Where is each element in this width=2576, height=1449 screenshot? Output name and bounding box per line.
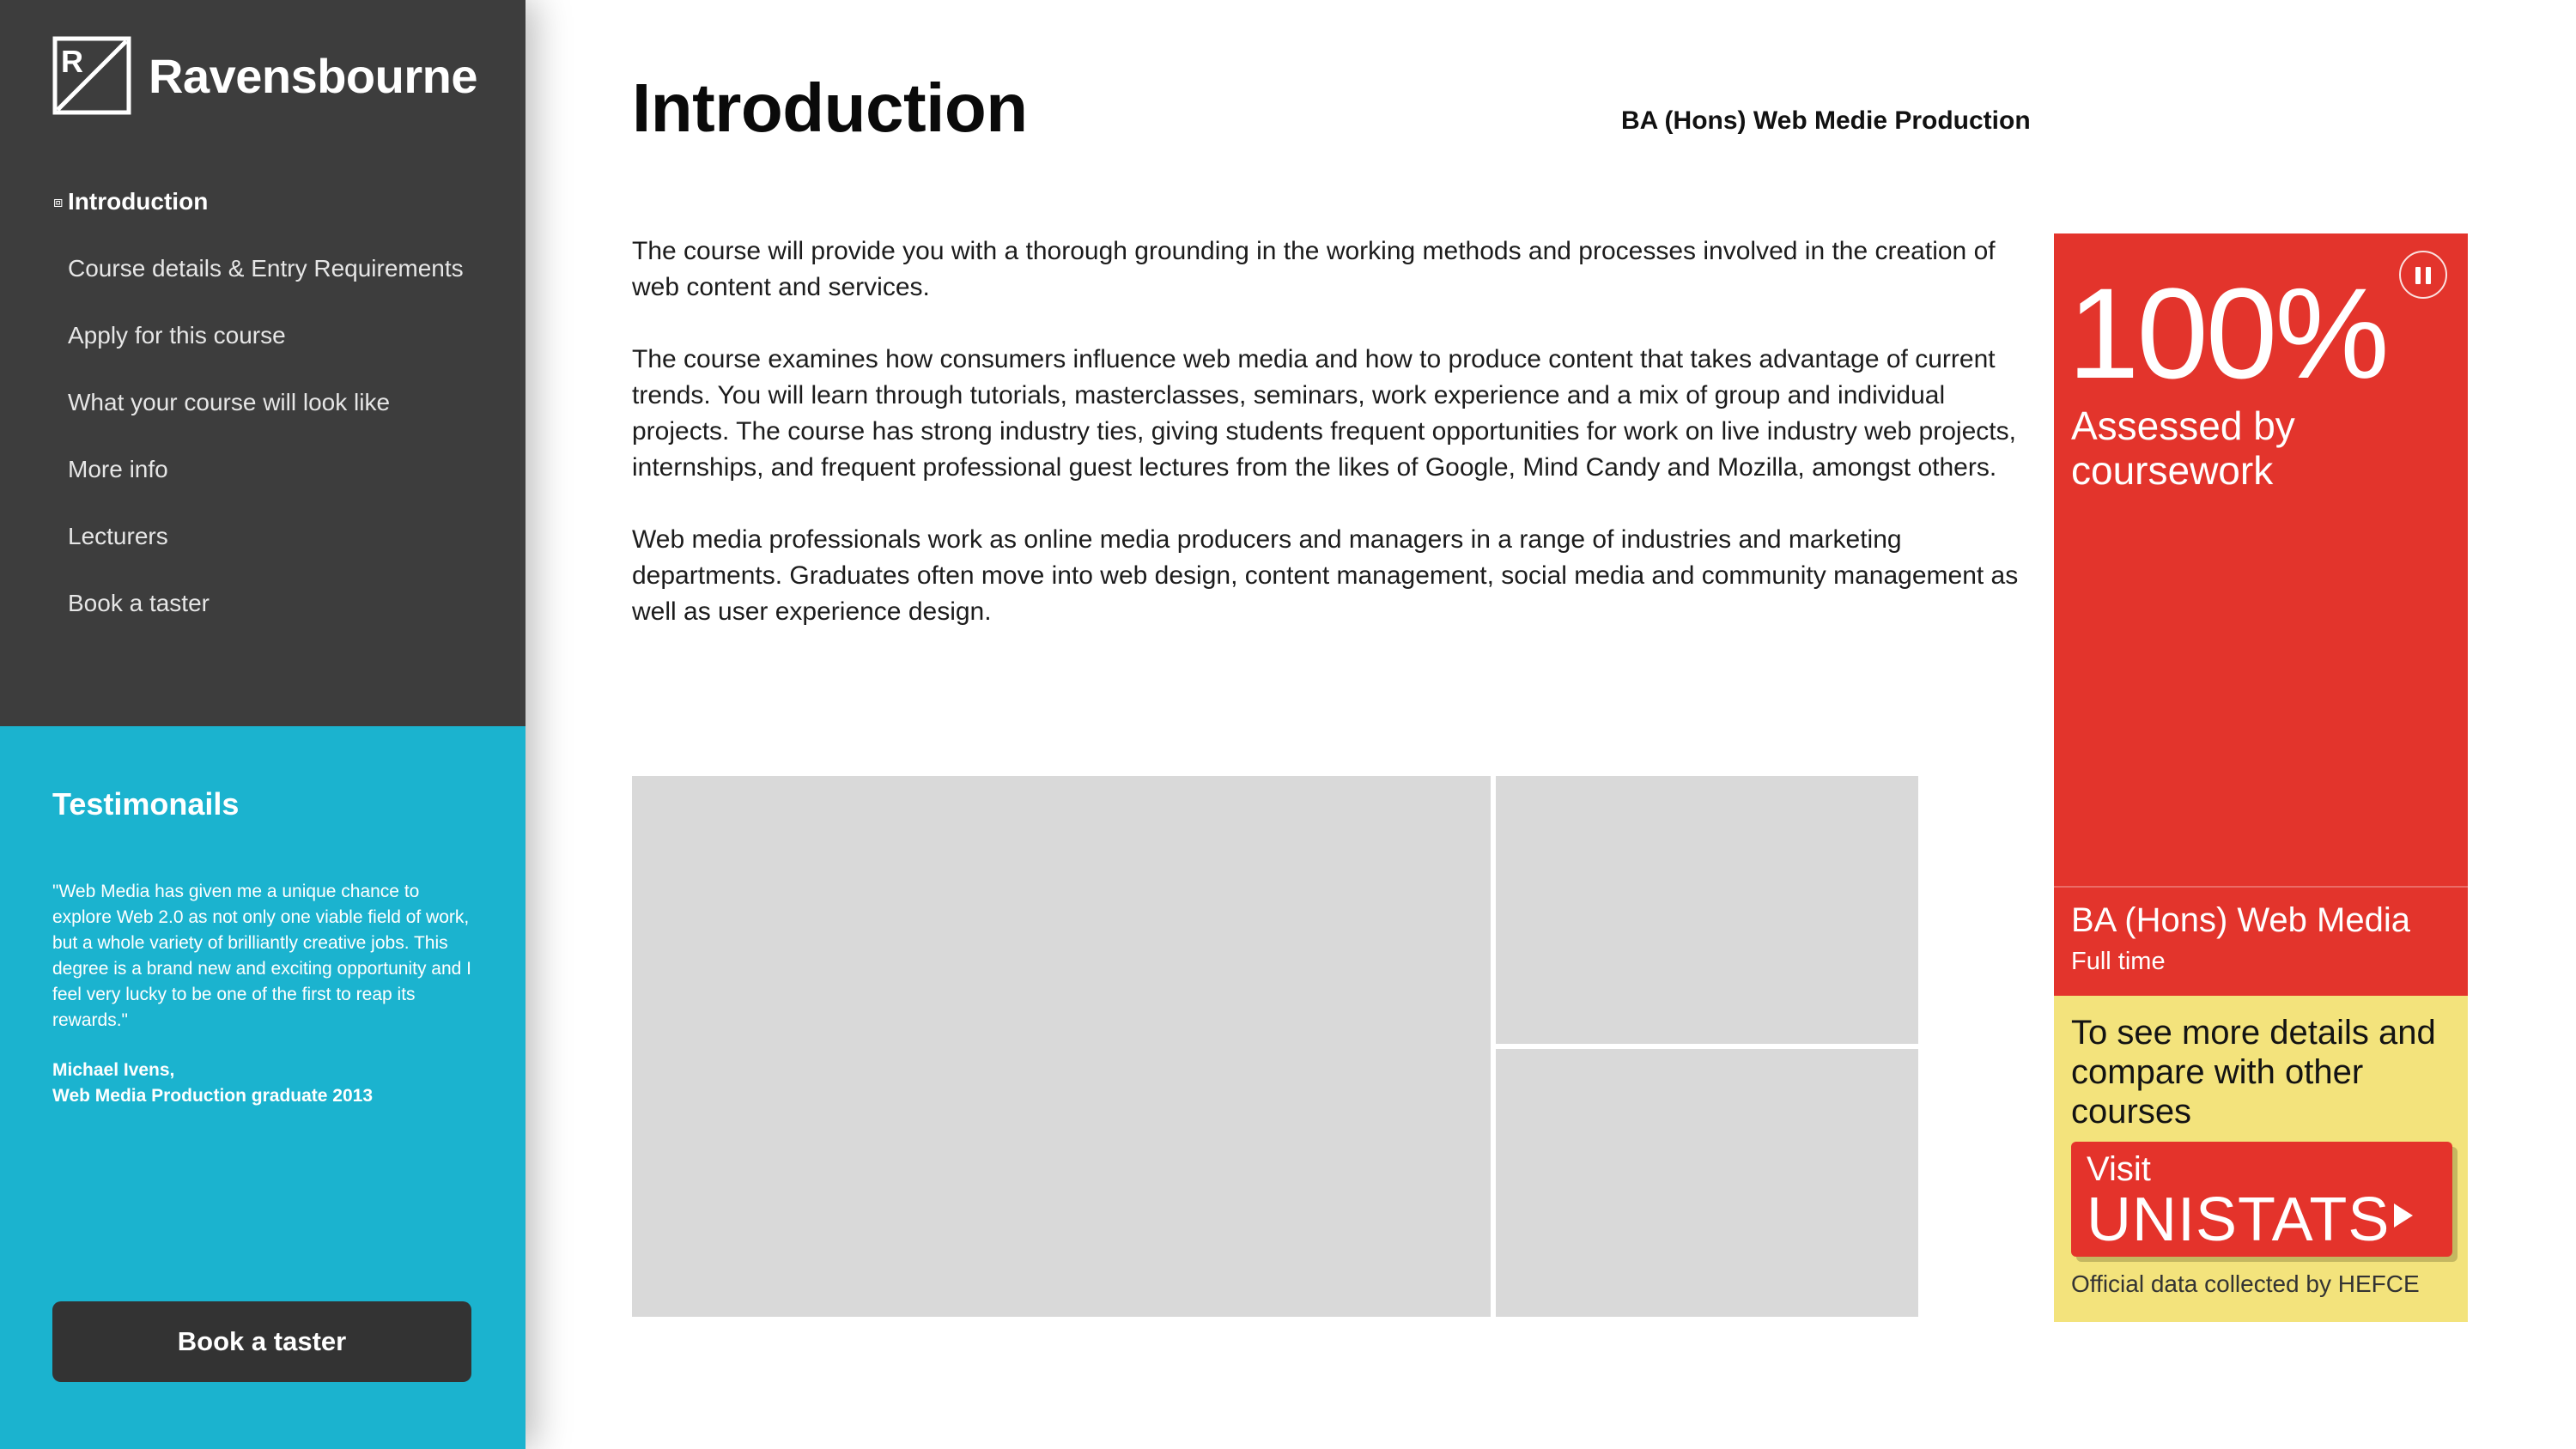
stat-percent: 100%	[2068, 261, 2387, 405]
data-source-note: Official data collected by HEFCE	[2071, 1270, 2420, 1297]
sidebar-nav-panel	[0, 0, 526, 726]
unistats-label: UNISTATS	[2087, 1185, 2391, 1254]
nav-item-introduction[interactable]	[0, 168, 526, 235]
nav-item-label: Lecturers	[68, 523, 168, 549]
ravensbourne-logo-icon	[52, 36, 131, 115]
logo-letter: R	[61, 44, 83, 79]
nav-item-label: More info	[68, 456, 168, 482]
play-arrow-icon	[2394, 1203, 2413, 1228]
page-title: Introduction	[632, 70, 1028, 146]
nav-item-book-taster[interactable]	[0, 570, 526, 637]
testimonial-author	[52, 1058, 473, 1109]
nav-item-more-info[interactable]	[0, 436, 526, 503]
widget-divider	[2054, 886, 2468, 888]
nav-item-label: Apply for this course	[68, 322, 286, 349]
nav-item-apply[interactable]	[0, 302, 526, 369]
pause-icon	[2415, 267, 2421, 284]
pause-button[interactable]	[2399, 251, 2447, 299]
course-description	[632, 233, 2023, 666]
testimonial-author-name: Michael Ivens,	[52, 1060, 175, 1080]
sidebar	[0, 0, 526, 1449]
testimonial-quote: "Web Media has given me a unique chance to explore Web 2.0 as not only one viable field of work, but a whole variety of brilliantly creative jobs. This degree is a brand new and exciting opportunity and I feel very lucky to be one of the first to reap its rewards."	[52, 882, 471, 1030]
nav-item-lecturers[interactable]	[0, 503, 526, 570]
paragraph: Web media professionals work as online media producers and managers in a range of industries and marketing departments. Graduates often move into web design, content management, social media and community management as well as user experience design.	[632, 525, 2019, 626]
brand-logo[interactable]	[52, 34, 477, 117]
active-marker-icon: ⧈	[53, 193, 64, 210]
visit-label: Visit	[2087, 1150, 2151, 1188]
brand-name: Ravensbourne	[149, 48, 477, 103]
testimonial-heading: Testimonails	[52, 786, 240, 822]
nav-item-label: Introduction	[68, 188, 209, 215]
stat-label: Assessed by coursework	[2071, 403, 2295, 493]
nav-item-label: What your course will look like	[68, 389, 391, 415]
nav-item-label: Book a taster	[68, 590, 210, 616]
paragraph: The course will provide you with a thorough grounding in the working methods and processes involved in the creation of web content and services.	[632, 237, 1996, 301]
testimonial-author-role: Web Media Production graduate 2013	[52, 1086, 374, 1106]
course-title: BA (Hons) Web Medie Production	[1621, 106, 2031, 135]
widget-study-mode: Full time	[2071, 948, 2166, 975]
paragraph: The course examines how consumers influence web media and how to produce content that takes advantage of current trends. You will learn through tutorials, masterclasses, seminars, work experience and a mix of group and individual projects. The course has strong industry ties, giving students frequent opportunities for work on live industry web projects, internships, and frequent professional guest lectures from the likes of Google, Mind Candy and Mozilla, amongst others.	[632, 345, 2016, 482]
nav-item-course-look[interactable]	[0, 369, 526, 436]
nav-item-course-details[interactable]	[0, 235, 526, 302]
sidebar-nav	[0, 168, 526, 637]
media-placeholder-bottom-right[interactable]	[1496, 1049, 1918, 1317]
visit-unistats-button[interactable]	[2071, 1142, 2452, 1257]
pause-icon-bar	[2426, 267, 2431, 284]
media-placeholder-large[interactable]	[632, 776, 1491, 1317]
compare-text: To see more details and compare with other courses	[2071, 1014, 2436, 1131]
nav-item-label: Course details & Entry Requirements	[68, 255, 464, 282]
media-placeholder-top-right[interactable]	[1496, 776, 1918, 1044]
widget-course-name: BA (Hons) Web Media	[2071, 901, 2410, 939]
book-taster-button[interactable]: Book a taster	[52, 1301, 471, 1382]
